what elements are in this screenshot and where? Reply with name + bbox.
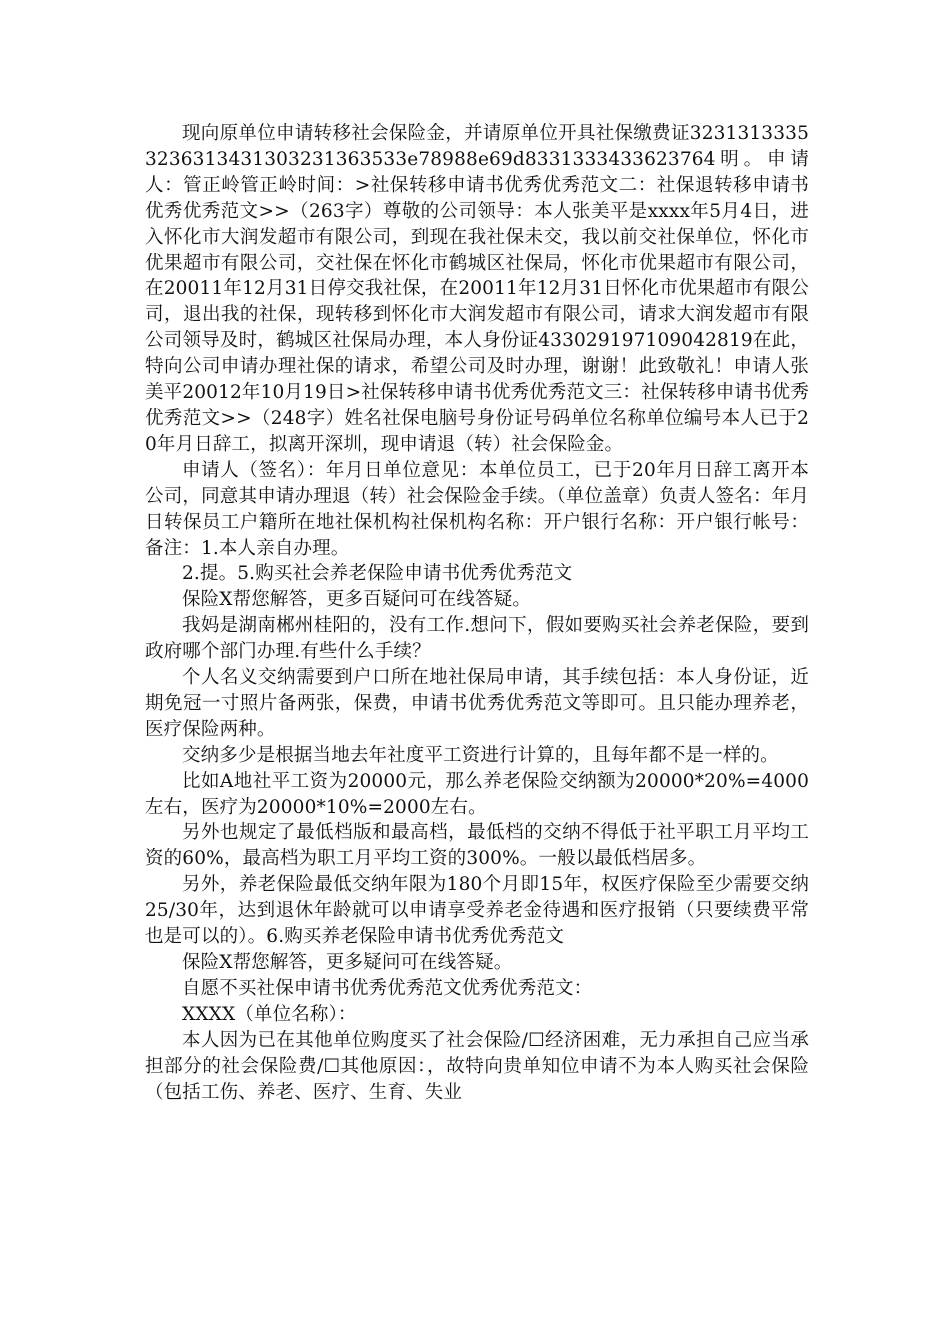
paragraph-payment-basis: 交纳多少是根据当地去年社度平工资进行计算的，且每年都不是一样的。: [182, 744, 779, 766]
document-page: [145, 121, 809, 1105]
paragraph-payment-levels: 另外也规定了最低档版和最高档，最低档的交纳不得低于社平职工月平均工资的60%，最高档为职工月平均工资的300%。一般以最低档居多。: [145, 822, 809, 870]
paragraph-voluntary-heading: 自愿不买社保申请书优秀优秀范文优秀优秀范文：: [182, 977, 593, 999]
paragraph-payment-example: 比如A地社平工资为20000元，那么养老保险交纳额为20000*20%=4000左右，医疗为20000*10%=2000左右。: [145, 770, 809, 818]
paragraph-insurance-answer-2: 保险X帮您解答，更多疑问可在线答疑。: [182, 952, 513, 973]
paragraph-procedure: 个人名义交纳需要到户口所在地社保局申请，其手续包括：本人身份证，近期免冠一寸照片备两张，保费，申请书优秀优秀范文等即可。且只能办理养老，医疗保险两种。: [145, 667, 809, 740]
paragraph-question: 我妈是湖南郴州桂阳的，没有工作.想问下，假如要购买社会养老保险，要到政府哪个部门办理.有些什么手续？: [145, 615, 809, 663]
paragraph-applicant-signature: 申请人（签名）：年月日单位意见：本单位员工，已于20年月日辞工离开本公司，同意其申请办理退（转）社会保险金手续。（单位盖章）负责人签名：年月日转保员工户籍所在地社保机构社保机构名称：开户银行名称：开户银行帐号：备注：1.本人亲自办理。: [145, 459, 809, 559]
paragraph-voluntary-body: 本人因为已在其他单位购度买了社会保险/☐经济困难，无力承担自己应当承担部分的社会保险费/☐其他原因：，故特向贵单知位申请不为本人购买社会保险（包括工伤、养老、医疗、生育、失业: [145, 1029, 809, 1103]
paragraph-transfer-application: 现向原单位申请转移社会保险金，并请原单位开具社保缴费证3231313335323631343130323136353​3e78988e69d8331333433623764明。申请人：管正岭管正岭时间：>社保转移申请书优秀优秀范文二：社保退转移申请书优秀优秀范文>>（263字）尊敬的公司领导：本人张美平是xxxx年5月4日，进入怀化市大润发超市有限公司，到现在我社保未交，我以前交社保单位，怀化市优果超市有限公司，交社保在怀化市鹤城区社保局，怀化市优果超市有限公司，在20011年12月31日停交我社保，在20011年12月31日怀化市优果超市有限公司，退出我的社保，现转移到怀化市大润发超市有限公司，请求大润发超市有限公司领导及时，鹤城区社保局办理，本人身份证43302919710904​2819在此，特向公司申请办理社保的请求，希望公司及时办理，谢谢！此致敬礼！申请人张美平20012年10月19日>社保转移申请书优秀优秀范文三：社保转移申请书优秀优秀范文>>（248字）姓名社保电脑号身份证号码单位名称单位编号本人已于20年月日辞工，拟离开深圳，现申请退（转）社会保险金。: [145, 123, 809, 455]
paragraph-insurance-answer: 保险X帮您解答，更多百疑问可在线答疑。: [182, 589, 532, 611]
paragraph-unit-name: XXXX（单位名称）：: [182, 1003, 357, 1025]
paragraph-minimum-years: 另外，养老保险最低交纳年限为180个月即15年，权医疗保险至少需要交纳25/30年，达到退休年龄就可以申请享受养老金待遇和医疗报销（只要续费平常也是可以的）。6.购买养老保险申请书优秀优秀范文: [145, 874, 809, 948]
paragraph-section-5-heading: 2.提。5.购买社会养老保险申请书优秀优秀范文: [182, 563, 573, 585]
